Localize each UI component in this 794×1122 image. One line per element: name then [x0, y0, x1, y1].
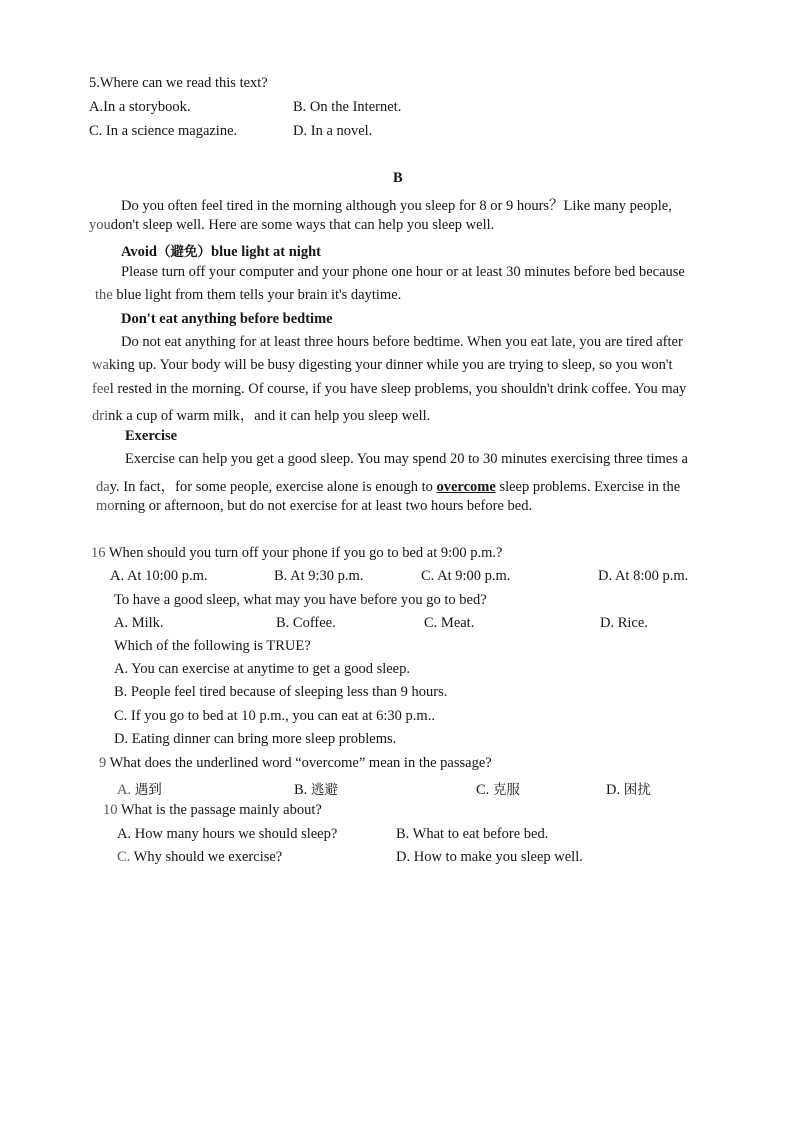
heading-dont-eat: Don't eat anything before bedtime: [121, 311, 333, 327]
paragraph-3-line-2: day. In fact，for some people, exercise alone is enough to overcome sleep problems. Exercise in the: [96, 479, 681, 495]
paragraph-2-line-1: Do not eat anything for at least three hours before bedtime. When you eat late, you are tired after: [121, 334, 683, 350]
option-10a[interactable]: A. How many hours we should sleep?: [117, 826, 338, 842]
option-7b[interactable]: B. Coffee.: [276, 615, 336, 631]
option-8c[interactable]: C. If you go to bed at 10 p.m., you can eat at 6:30 p.m..: [114, 708, 435, 724]
heading-avoid-blue-light: Avoid（避免）blue light at night: [121, 244, 321, 260]
question-6: 16 When should you turn off your phone if you go to bed at 9:00 p.m.?: [91, 545, 503, 561]
option-7d[interactable]: D. Rice.: [600, 615, 648, 631]
paragraph-2-line-3: feel rested in the morning. Of course, if you have sleep problems, you shouldn't drink coffee. You may: [92, 381, 687, 397]
paragraph-2-line-4: drink a cup of warm milk，and it can help you sleep well.: [92, 408, 431, 424]
option-6a[interactable]: A. At 10:00 p.m.: [110, 568, 208, 584]
paragraph-3-line-3: morning or afternoon, but do not exercise for at least two hours before bed.: [96, 498, 533, 514]
paragraph-2-line-2: waking up. Your body will be busy digesting your dinner while you are trying to sleep, so you won't: [92, 357, 673, 373]
option-8a[interactable]: A. You can exercise at anytime to get a good sleep.: [114, 661, 410, 677]
question-number: 5.: [89, 75, 100, 91]
option-10d[interactable]: D. How to make you sleep well.: [396, 849, 583, 865]
paragraph-1-line-2: the blue light from them tells your brain it's daytime.: [95, 287, 402, 303]
question-5: [89, 75, 268, 92]
question-9: 9 What does the underlined word “overcome” mean in the passage?: [99, 755, 492, 771]
heading-exercise: Exercise: [125, 428, 178, 444]
question-text: Where can we read this text?: [99, 75, 268, 91]
option-6c[interactable]: C. At 9:00 p.m.: [421, 568, 511, 584]
option-5d[interactable]: D. In a novel.: [293, 123, 373, 139]
option-7a[interactable]: A. Milk.: [114, 615, 164, 631]
option-5c[interactable]: C. In a science magazine.: [89, 123, 238, 139]
option-7c[interactable]: C. Meat.: [424, 615, 475, 631]
question-7: To have a good sleep, what may you have before you go to bed?: [114, 592, 487, 608]
paragraph-intro-line-2: youdon't sleep well. Here are some ways that can help you sleep well.: [89, 217, 495, 233]
option-9b[interactable]: B. 逃避: [294, 782, 338, 798]
option-10b[interactable]: B. What to eat before bed.: [396, 826, 549, 842]
question-10: 10 What is the passage mainly about?: [103, 802, 322, 818]
underlined-word-overcome: overcome: [436, 479, 496, 495]
option-8d[interactable]: D. Eating dinner can bring more sleep problems.: [114, 731, 397, 747]
option-8b[interactable]: B. People feel tired because of sleeping less than 9 hours.: [114, 684, 448, 700]
paragraph-3-line-1: Exercise can help you get a good sleep. You may spend 20 to 30 minutes exercising three times a: [125, 451, 688, 467]
option-5a[interactable]: A.In a storybook.: [89, 99, 191, 115]
option-5b[interactable]: B. On the Internet.: [293, 99, 402, 115]
question-8: Which of the following is TRUE?: [114, 638, 311, 654]
option-9d[interactable]: D. 困扰: [606, 782, 651, 798]
paragraph-intro-line-1: Do you often feel tired in the morning although you sleep for 8 or 9 hours？Like many people,: [121, 198, 672, 214]
section-label: B: [393, 170, 403, 186]
option-9c[interactable]: C. 克服: [476, 782, 520, 798]
paragraph-1-line-1: Please turn off your computer and your phone one hour or at least 30 minutes before bed because: [121, 264, 685, 280]
option-6b[interactable]: B. At 9:30 p.m.: [274, 568, 364, 584]
option-10c[interactable]: C. Why should we exercise?: [117, 849, 283, 865]
option-6d[interactable]: D. At 8:00 p.m.: [598, 568, 689, 584]
option-9a[interactable]: A. 遇到: [117, 782, 162, 798]
